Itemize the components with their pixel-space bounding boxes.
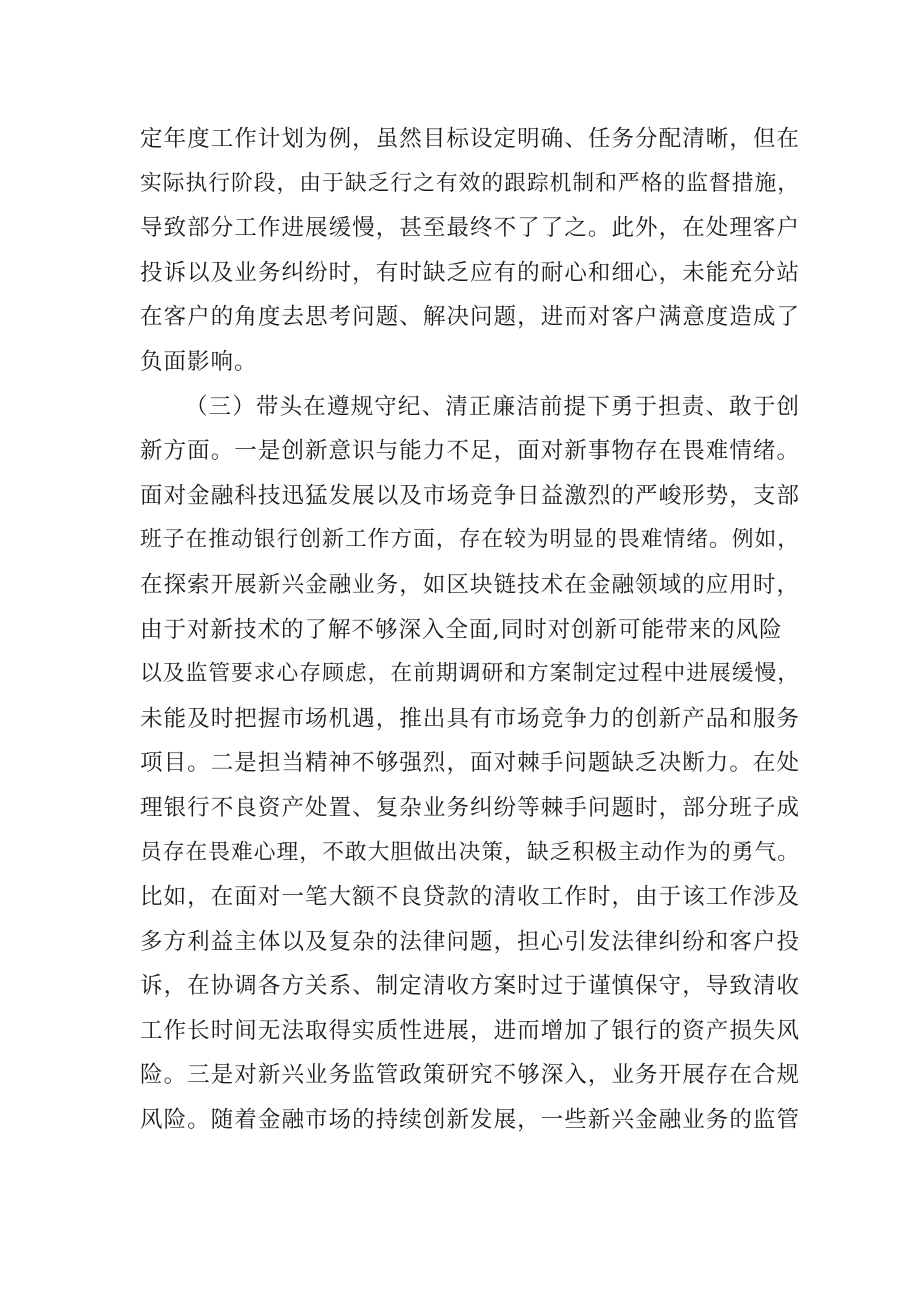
text-line: 风险。随着金融市场的持续创新发展，一些新兴金融业务的监管 [140, 1107, 800, 1134]
text-line: 诉，在协调各方关系、制定清收方案时过于谨慎保守，导致清收 [140, 973, 800, 1000]
text-line: 导致部分工作进展缓慢，甚至最终不了了之。此外，在处理客户 [140, 215, 800, 242]
text-line: 理银行不良资产处置、复杂业务纠纷等棘手问题时，部分班子成 [140, 794, 800, 821]
text-line: 新方面。一是创新意识与能力不足，面对新事物存在畏难情绪。 [140, 438, 800, 465]
text-line: 项目。二是担当精神不够强烈，面对棘手问题缺乏决断力。在处 [140, 750, 800, 777]
text-line: 在客户的角度去思考问题、解决问题，进而对客户满意度造成了 [140, 304, 800, 331]
text-line: 面对金融科技迅猛发展以及市场竞争日益激烈的严峻形势，支部 [140, 482, 800, 509]
text-line: 比如，在面对一笔大额不良贷款的清收工作时，由于该工作涉及 [140, 884, 800, 911]
text-line: 以及监管要求心存顾虑，在前期调研和方案制定过程中进展缓慢， [140, 661, 800, 687]
text-line: 班子在推动银行创新工作方面，存在较为明显的畏难情绪。例如， [140, 527, 800, 553]
text-line: 负面影响。 [140, 348, 258, 375]
text-line: 在探索开展新兴金融业务，如区块链技术在金融领域的应用时， [140, 571, 800, 598]
text-line: 未能及时把握市场机遇，推出具有市场竞争力的创新产品和服务 [140, 705, 800, 732]
body-text [140, 117, 800, 1143]
text-line: 实际执行阶段，由于缺乏行之有效的跟踪机制和严格的监督措施， [140, 170, 800, 196]
text-line: 险。三是对新兴业务监管政策研究不够深入，业务开展存在合规 [140, 1062, 800, 1089]
text-line: 定年度工作计划为例，虽然目标设定明确、任务分配清晰，但在 [140, 126, 800, 152]
text-line: 由于对新技术的了解不够深入全面,同时对创新可能带来的风险 [140, 616, 783, 643]
text-line: 投诉以及业务纠纷时，有时缺乏应有的耐心和细心，未能充分站 [140, 259, 800, 286]
section-heading-line: （三）带头在遵规守纪、清正廉洁前提下勇于担责、敢于创 [185, 393, 800, 420]
text-line: 员存在畏难心理，不敢大胆做出决策，缺乏积极主动作为的勇气。 [140, 839, 800, 865]
text-line: 多方利益主体以及复杂的法律问题，担心引发法律纠纷和客户投 [140, 928, 800, 955]
text-line: 工作长时间无法取得实质性进展，进而增加了银行的资产损失风 [140, 1017, 800, 1044]
